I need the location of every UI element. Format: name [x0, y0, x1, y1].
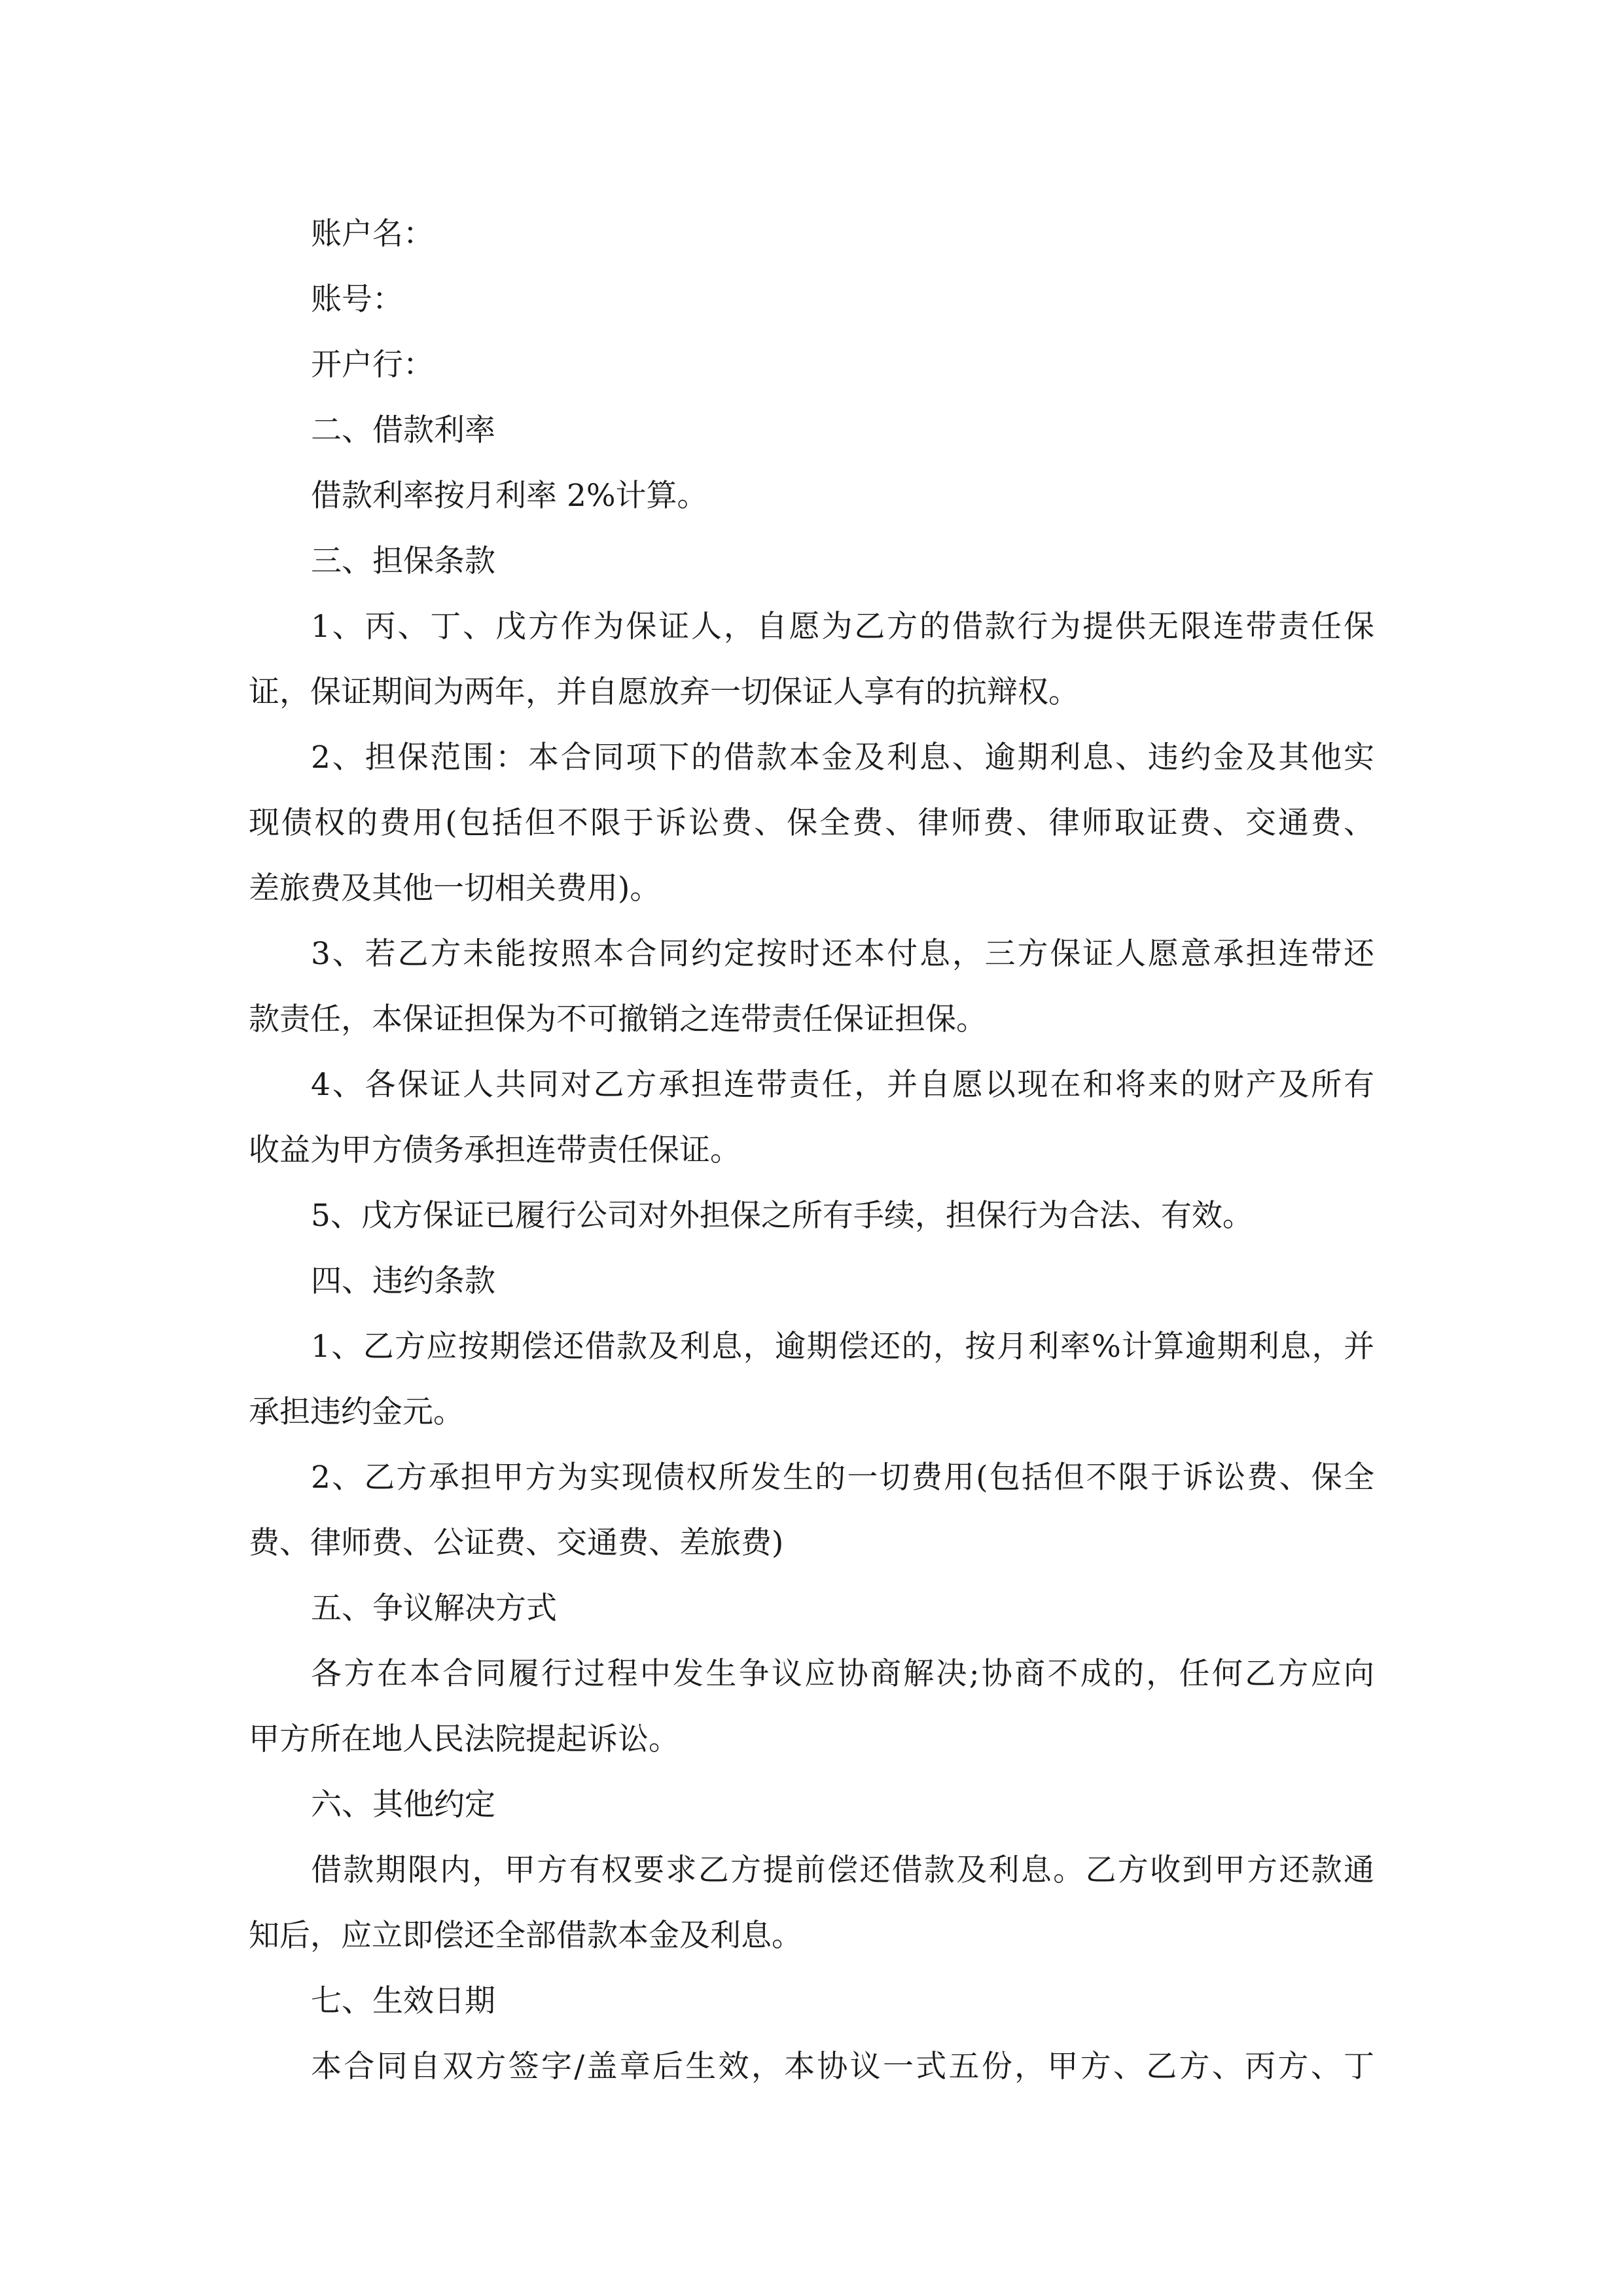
section-heading-guarantee: 三、担保条款 — [311, 543, 495, 579]
contract-text — [249, 202, 1374, 2100]
guarantee-item-2-line-1: 2、担保范围：本合同项下的借款本金及利息、逾期利息、违约金及其他实 — [311, 740, 1374, 776]
guarantee-item-4-line-1: 4、各保证人共同对乙方承担连带责任，并自愿以现在和将来的财产及所有 — [311, 1067, 1374, 1103]
guarantee-item-4-line-2: 收益为甲方债务承担连带责任保证。 — [249, 1132, 741, 1168]
section-heading-effective-date: 七、生效日期 — [311, 1983, 495, 2019]
bank-label: 开户行： — [311, 347, 434, 383]
section-heading-dispute: 五、争议解决方式 — [311, 1590, 557, 1626]
account-number-label: 账号： — [311, 281, 403, 317]
section-heading-interest: 二、借款利率 — [311, 412, 495, 448]
breach-item-2-line-1: 2、乙方承担甲方为实现债权所发生的一切费用(包括但不限于诉讼费、保全 — [311, 1460, 1374, 1496]
guarantee-item-3-line-2: 款责任，本保证担保为不可撤销之连带责任保证担保。 — [249, 1001, 987, 1037]
guarantee-item-1-line-2: 证，保证期间为两年，并自愿放弃一切保证人享有的抗辩权。 — [249, 674, 1079, 710]
account-name-label: 账户名： — [311, 216, 434, 252]
breach-item-1-line-2: 承担违约金元。 — [249, 1394, 464, 1430]
guarantee-item-2-line-3: 差旅费及其他一切相关费用)。 — [249, 870, 661, 906]
other-text-line-2: 知后，应立即偿还全部借款本金及利息。 — [249, 1918, 802, 1954]
dispute-text-line-1: 各方在本合同履行过程中发生争议应协商解决;协商不成的，任何乙方应向 — [311, 1656, 1374, 1692]
guarantee-item-3-line-1: 3、若乙方未能按照本合同约定按时还本付息，三方保证人愿意承担连带还 — [311, 936, 1374, 972]
dispute-text-line-2: 甲方所在地人民法院提起诉讼。 — [249, 1721, 679, 1757]
other-text-line-1: 借款期限内，甲方有权要求乙方提前偿还借款及利息。乙方收到甲方还款通 — [311, 1852, 1374, 1888]
interest-rate-text: 借款利率按月利率 2%计算。 — [311, 478, 708, 514]
breach-item-2-line-2: 费、律师费、公证费、交通费、差旅费) — [249, 1525, 784, 1561]
effective-date-text: 本合同自双方签字/盖章后生效，本协议一式五份，甲方、乙方、丙方、丁 — [311, 2049, 1374, 2085]
section-heading-other: 六、其他约定 — [311, 1787, 495, 1823]
section-heading-breach: 四、违约条款 — [311, 1263, 495, 1299]
guarantee-item-1-line-1: 1、丙、丁、戊方作为保证人，自愿为乙方的借款行为提供无限连带责任保 — [311, 609, 1374, 645]
breach-item-1-line-1: 1、乙方应按期偿还借款及利息，逾期偿还的，按月利率%计算逾期利息，并 — [311, 1329, 1374, 1365]
guarantee-item-2-line-2: 现债权的费用(包括但不限于诉讼费、保全费、律师费、律师取证费、交通费、 — [249, 805, 1374, 841]
guarantee-item-5: 5、戊方保证已履行公司对外担保之所有手续，担保行为合法、有效。 — [311, 1198, 1253, 1234]
